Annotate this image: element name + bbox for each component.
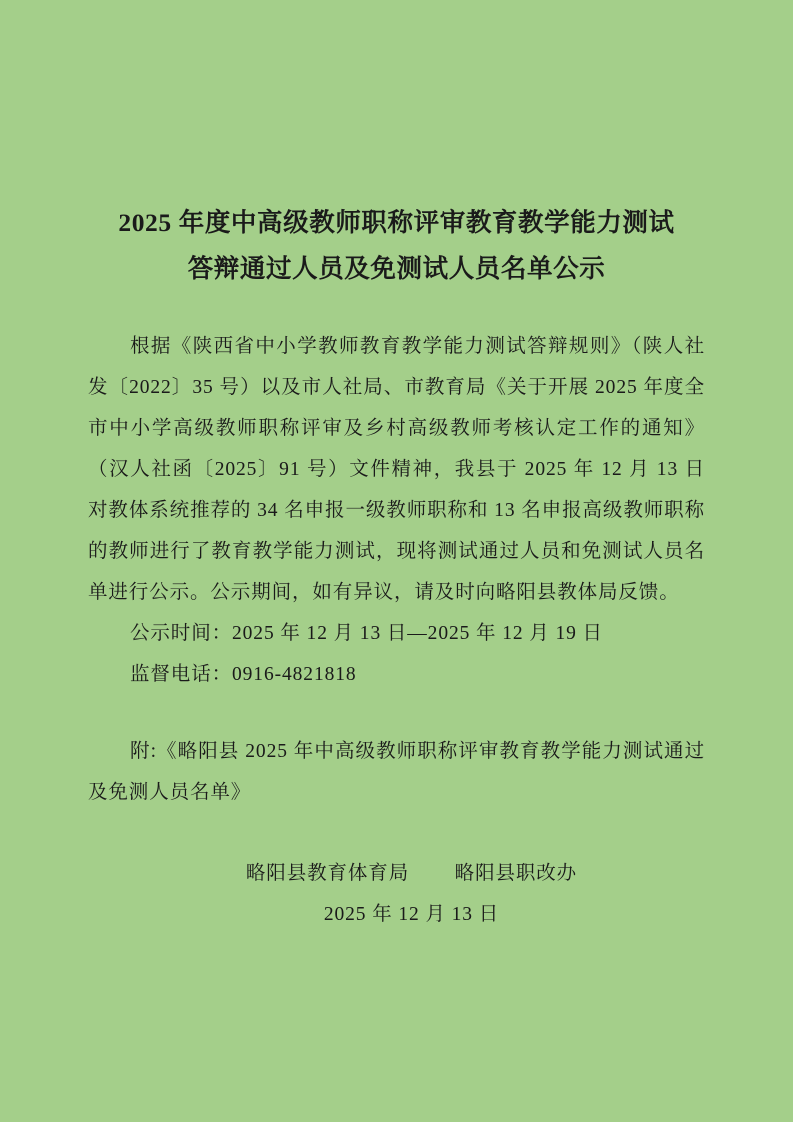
signature-date: 2025 年 12 月 13 日 [323, 904, 500, 925]
signature-block [88, 853, 705, 935]
body-paragraph-1: 根据《陕西省中小学教师教育教学能力测试答辩规则》（陕人社发〔2022〕35 号）以及市人社局、市教育局《关于开展 2025 年度全市中小学高级教师职称评审及乡村高级教师考核认定工作的通知》（汉人社函〔2025〕91 号）文件精神，我县于 2025 年 12 月 13 日对教体系统推荐的 34 名申报一级教师职称和 13 名申报高级教师职称的教师进行了教育教学能力测试，现将测试通过人员和免测试人员名单进行公示。公示期间，如有异议，请及时向略阳县教体局反馈。 [88, 336, 705, 603]
title-line-1: 2025 年度中高级教师职称评审教育教学能力测试 [118, 208, 675, 237]
document-title [88, 0, 705, 292]
supervision-phone-line: 监督电话：0916-4821818 [130, 664, 357, 685]
signature-org-left: 略阳县教育体育局 [245, 863, 410, 884]
title-line-2: 答辩通过人员及免测试人员名单公示 [187, 254, 606, 283]
attachment-block [88, 731, 705, 813]
signature-organizations [88, 853, 705, 894]
attachment-line: 附:《略阳县 2025 年中高级教师职称评审教育教学能力测试通过及免测人员名单》 [88, 741, 705, 803]
document-body [88, 326, 705, 935]
signature-org-right: 略阳县职改办 [454, 863, 578, 884]
notice-period-line: 公示时间：2025 年 12 月 13 日—2025 年 12 月 19 日 [130, 623, 603, 644]
